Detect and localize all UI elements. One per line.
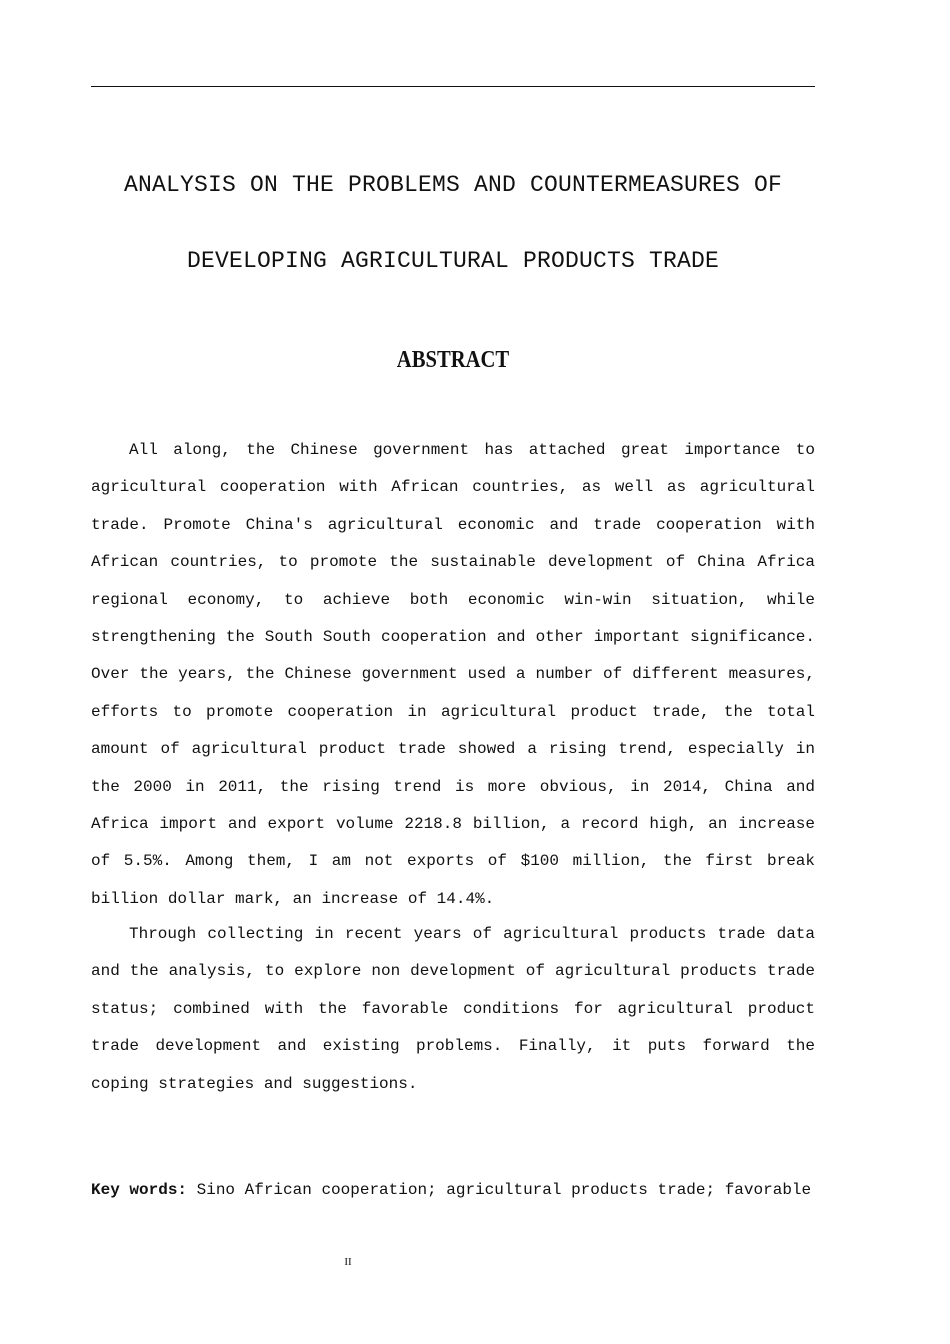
abstract-paragraph-2: Through collecting in recent years of agricultural products trade data and the analysis, to explore non development of agricultural products trade status; combined with the favorable conditions for agricultural product trade development and existing problems. Finally, it puts forward the coping strategies and suggestions.	[91, 925, 815, 1093]
page-number: II	[344, 1256, 352, 1268]
keywords-label: Key words:	[91, 1181, 188, 1199]
thesis-title-line-1: ANALYSIS ON THE PROBLEMS AND COUNTERMEASURES OF	[123, 172, 783, 198]
abstract-heading: ABSTRACT	[396, 347, 510, 373]
keywords-line	[91, 1172, 815, 1209]
keywords-text: Sino African cooperation; agricultural products trade; favorable	[187, 1181, 812, 1199]
thesis-title-line-2: DEVELOPING AGRICULTURAL PRODUCTS TRADE	[186, 248, 720, 274]
abstract-paragraph-1: All along, the Chinese government has attached great importance to agricultural cooperation with African countries, as well as agricultural trade. Promote China's agricultural economic and trade cooperation with African countries, to promote the sustainable development of China Africa regional economy, to achieve both economic win-win situation, while strengthening the South South cooperation and other important significance. Over the years, the Chinese government used a number of different measures, efforts to promote cooperation in agricultural product trade, the total amount of agricultural product trade showed a rising trend, especially in the 2000 in 2011, the rising trend is more obvious, in 2014, China and Africa import and export volume 2218.8 billion, a record high, an increase of 5.5%. Among them, I am not exports of $100 million, the first break billion dollar mark, an increase of 14.4%.	[91, 441, 815, 908]
header-rule	[91, 86, 815, 87]
